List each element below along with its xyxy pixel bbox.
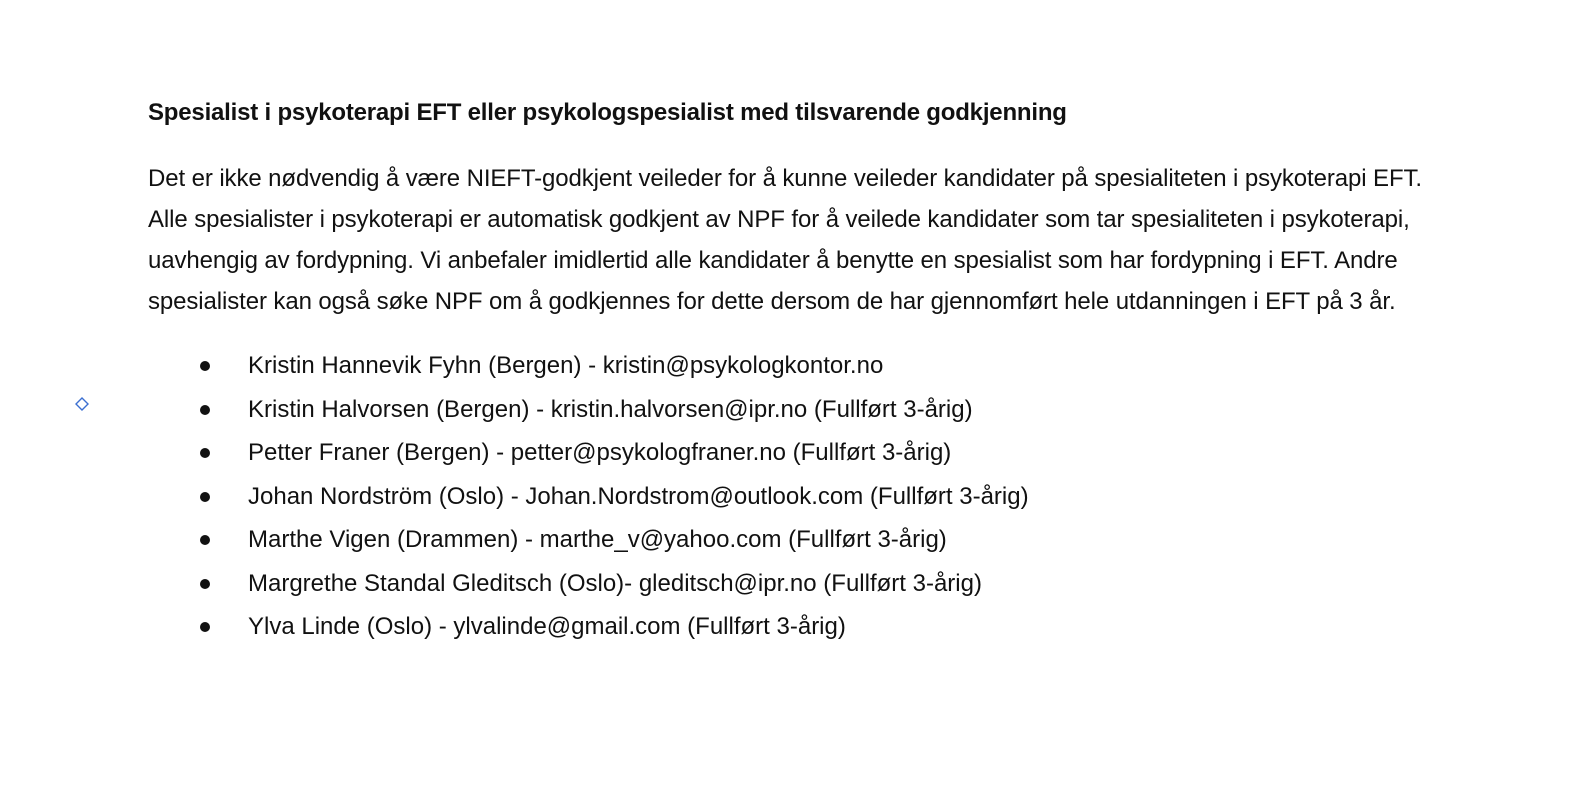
list-item [148,344,1448,388]
list-item [148,605,1448,649]
list-item-text: Petter Franer (Bergen) - petter@psykologfraner.no (Fullført 3-årig) [248,439,952,466]
list-item [148,388,1448,432]
bullet-icon [200,405,210,415]
bullet-icon [200,622,210,632]
bullet-icon [200,492,210,502]
list-item-text: Kristin Halvorsen (Bergen) - kristin.halvorsen@ipr.no (Fullført 3-årig) [248,395,973,423]
intro-paragraph: Det er ikke nødvendig å være NIEFT-godkjent veileder for å kunne veileder kandidater på spesialiteten i psykoterapi EFT. Alle spesialister i psykoterapi er automatisk godkjent av NPF for å veilede kandidater som tar spesialiteten i psykoterapi, uavhengig av fordypning. Vi anbefaler imidlertid alle kandidater å benytte en spesialist som har fordypning i EFT. Andre spesialister kan også søke NPF om å godkjennes for dette dersom de har gjennomført hele utdanningen i EFT på 3 år. [148,165,1422,315]
bullet-icon [200,448,210,458]
list-item [148,475,1448,519]
supervisor-list [148,344,1448,649]
bullet-icon [200,361,210,371]
bullet-icon [200,535,210,545]
bullet-icon [200,579,210,589]
list-item-text: Johan Nordström (Oslo) - Johan.Nordstrom@outlook.com (Fullført 3-årig) [248,482,1029,510]
section-heading: Spesialist i psykoterapi EFT eller psykologspesialist med tilsvarende godkjenning [148,99,1067,126]
document-body [148,96,1448,649]
list-item-text: Margrethe Standal Gleditsch (Oslo)- gleditsch@ipr.no (Fullført 3-årig) [248,569,982,597]
diamond-anchor-icon[interactable] [75,397,89,411]
list-item-text: Kristin Hannevik Fyhn (Bergen) - kristin@psykologkontor.no [248,352,884,379]
list-item-text: Marthe Vigen (Drammen) - marthe_v@yahoo.com (Fullført 3-årig) [248,526,947,553]
list-item [148,518,1448,562]
list-item [148,431,1448,475]
list-item-text: Ylva Linde (Oslo) - ylvalinde@gmail.com (Fullført 3-årig) [248,613,846,640]
list-item [148,562,1448,606]
